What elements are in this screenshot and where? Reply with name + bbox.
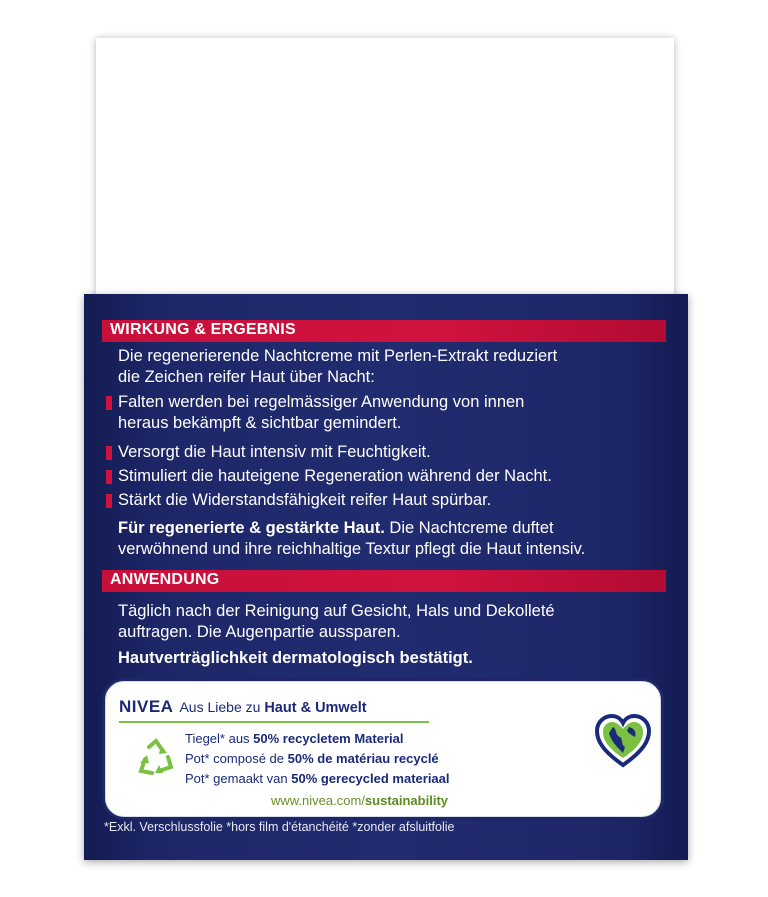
bullet-1-line-2: heraus bekämpft & sichtbar gemindert. bbox=[118, 414, 402, 432]
closing-line-1 bbox=[118, 518, 554, 539]
url-pre: www.nivea.com/ bbox=[271, 793, 365, 808]
bullet-marker bbox=[106, 396, 112, 410]
eco-line-fr-bold: 50% de matériau recyclé bbox=[287, 751, 439, 766]
eco-line-nl bbox=[185, 771, 450, 786]
eco-tagline-em: Haut & Umwelt bbox=[264, 700, 367, 716]
bullet-marker bbox=[106, 494, 112, 508]
eco-line-fr bbox=[185, 751, 439, 766]
eco-line-nl-bold: 50% gerecycled materiaal bbox=[291, 771, 450, 786]
usage-line-2: auftragen. Die Augenpartie aussparen. bbox=[118, 623, 401, 641]
earth-heart-icon bbox=[593, 711, 653, 771]
recycle-icon bbox=[135, 737, 177, 779]
eco-line-fr-pre: Pot* composé de bbox=[185, 751, 288, 766]
bullet-marker bbox=[106, 446, 112, 460]
bullet-1-line-1: Falten werden bei regelmässiger Anwendung von innen bbox=[118, 393, 525, 411]
footnote: *Exkl. Verschlussfolie *hors film d'étanchéité *zonder afsluitfolie bbox=[104, 820, 455, 834]
section-header-wirkung bbox=[102, 320, 666, 342]
eco-underline bbox=[119, 721, 429, 723]
brand-logo: NIVEA bbox=[119, 697, 174, 716]
intro-line-2: die Zeichen reifer Haut über Nacht: bbox=[118, 368, 375, 386]
eco-line-nl-pre: Pot* gemaakt van bbox=[185, 771, 292, 786]
closing-line-2: verwöhnend und ihre reichhaltige Textur pflegt die Haut intensiv. bbox=[118, 540, 586, 558]
usage-bold-line: Hautverträglichkeit dermatologisch bestätigt. bbox=[118, 649, 473, 667]
eco-line-de-bold: 50% recycletem Material bbox=[253, 731, 404, 746]
section-title-anwendung: ANWENDUNG bbox=[110, 571, 220, 588]
bullet-marker bbox=[106, 470, 112, 484]
section-header-anwendung bbox=[102, 570, 666, 592]
jar-lid bbox=[96, 38, 674, 300]
eco-line-de-pre: Tiegel* aus bbox=[185, 731, 254, 746]
section-title-wirkung: WIRKUNG & ERGEBNIS bbox=[110, 321, 296, 338]
eco-panel bbox=[102, 678, 664, 820]
eco-tagline: Aus Liebe zu bbox=[179, 699, 265, 715]
url-bold: sustainability bbox=[364, 793, 448, 808]
intro-line-1: Die regenerierende Nachtcreme mit Perlen-Extrakt reduziert bbox=[118, 347, 558, 365]
bullet-2: Versorgt die Haut intensiv mit Feuchtigkeit. bbox=[118, 443, 431, 461]
eco-line-de bbox=[185, 731, 403, 746]
closing-rest: Die Nachtcreme duftet bbox=[384, 519, 554, 537]
bullet-4: Stärkt die Widerstandsfähigkeit reifer Haut spürbar. bbox=[118, 491, 492, 509]
closing-bold: Für regenerierte & gestärkte Haut. bbox=[118, 519, 385, 537]
bullet-3: Stimuliert die hauteigene Regeneration während der Nacht. bbox=[118, 467, 552, 485]
sustainability-url bbox=[271, 793, 448, 808]
eco-header bbox=[119, 697, 367, 717]
usage-line-1: Täglich nach der Reinigung auf Gesicht, Hals und Dekolleté bbox=[118, 602, 555, 620]
